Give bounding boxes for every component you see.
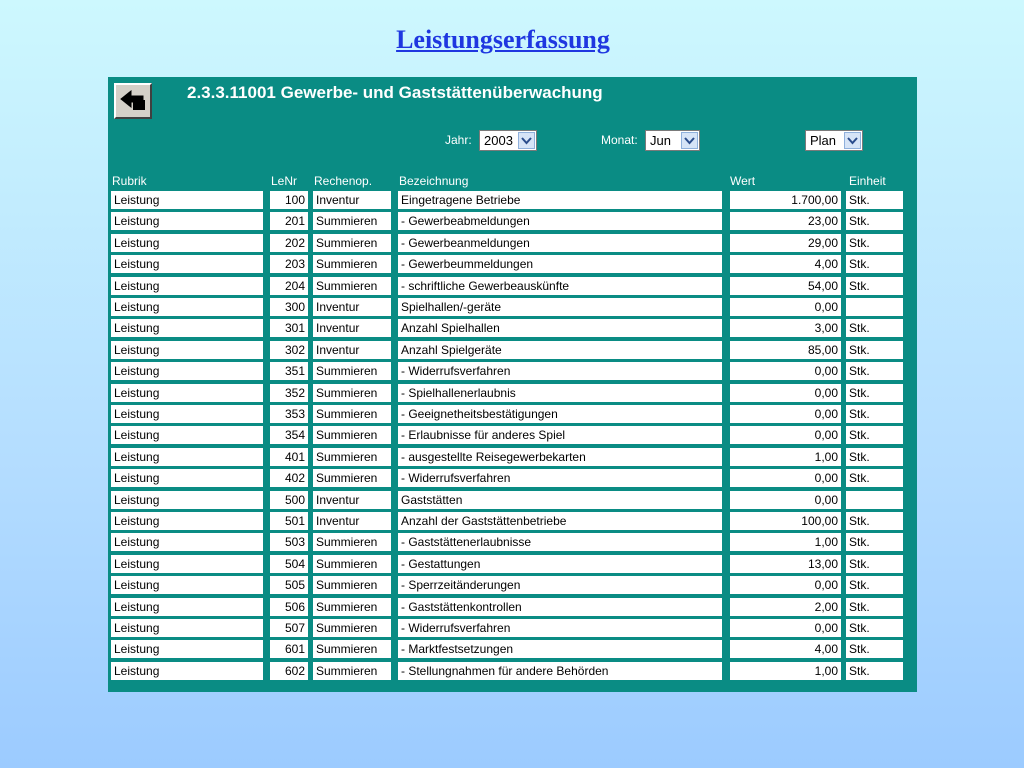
bezeichnung-field[interactable]: - Gestattungen [398, 555, 722, 573]
lenr-field[interactable]: 100 [270, 191, 308, 209]
lenr-field[interactable]: 301 [270, 319, 308, 337]
rechenop-field[interactable]: Summieren [313, 212, 391, 230]
rubrik-field[interactable]: Leistung [111, 234, 263, 252]
einheit-field[interactable]: Stk. [846, 234, 903, 252]
bezeichnung-field[interactable]: Anzahl der Gaststättenbetriebe [398, 512, 722, 530]
monat-label: Monat: [601, 133, 638, 147]
rechenop-field[interactable]: Inventur [313, 298, 391, 316]
rechenop-field[interactable]: Summieren [313, 448, 391, 466]
bezeichnung-field[interactable]: - schriftliche Gewerbeauskünfte [398, 277, 722, 295]
bezeichnung-field[interactable]: - Sperrzeitänderungen [398, 576, 722, 594]
rubrik-field[interactable]: Leistung [111, 512, 263, 530]
rechenop-field[interactable]: Inventur [313, 512, 391, 530]
wert-field[interactable]: 0,00 [730, 469, 841, 487]
einheit-field[interactable]: Stk. [846, 533, 903, 551]
wert-field[interactable]: 0,00 [730, 405, 841, 423]
wert-field[interactable]: 13,00 [730, 555, 841, 573]
rubrik-field[interactable]: Leistung [111, 576, 263, 594]
header-einheit: Einheit [849, 174, 886, 188]
monat-value: Jun [650, 133, 671, 148]
jahr-label: Jahr: [445, 133, 472, 147]
rubrik-field[interactable]: Leistung [111, 191, 263, 209]
rechenop-field[interactable]: Summieren [313, 405, 391, 423]
header-bezeichnung: Bezeichnung [399, 174, 469, 188]
rubrik-field[interactable]: Leistung [111, 662, 263, 680]
bezeichnung-field[interactable]: Gaststätten [398, 491, 722, 509]
wert-field[interactable]: 0,00 [730, 298, 841, 316]
einheit-field[interactable]: Stk. [846, 362, 903, 380]
rechenop-field[interactable]: Summieren [313, 234, 391, 252]
rubrik-field[interactable]: Leistung [111, 555, 263, 573]
bezeichnung-field[interactable]: - Widerrufsverfahren [398, 362, 722, 380]
bezeichnung-field[interactable]: - Gaststättenerlaubnisse [398, 533, 722, 551]
wert-field[interactable]: 1.700,00 [730, 191, 841, 209]
einheit-field[interactable]: Stk. [846, 619, 903, 637]
chevron-down-icon [681, 132, 698, 149]
rubrik-field[interactable]: Leistung [111, 533, 263, 551]
header-wert: Wert [730, 174, 756, 188]
wert-field[interactable]: 0,00 [730, 491, 841, 509]
einheit-field[interactable] [846, 298, 903, 316]
bezeichnung-field[interactable]: - Widerrufsverfahren [398, 469, 722, 487]
rechenop-field[interactable]: Summieren [313, 555, 391, 573]
wert-field[interactable]: 85,00 [730, 341, 841, 359]
einheit-field[interactable]: Stk. [846, 640, 903, 658]
einheit-field[interactable]: Stk. [846, 576, 903, 594]
bezeichnung-field[interactable]: Spielhallen/-geräte [398, 298, 722, 316]
lenr-field[interactable]: 401 [270, 448, 308, 466]
lenr-field[interactable]: 202 [270, 234, 308, 252]
rechenop-field[interactable]: Summieren [313, 619, 391, 637]
lenr-field[interactable]: 507 [270, 619, 308, 637]
lenr-field[interactable]: 352 [270, 384, 308, 402]
rechenop-field[interactable]: Summieren [313, 384, 391, 402]
bezeichnung-field[interactable]: Anzahl Spielhallen [398, 319, 722, 337]
rechenop-field[interactable]: Summieren [313, 277, 391, 295]
rechenop-field[interactable]: Inventur [313, 341, 391, 359]
bezeichnung-field[interactable]: - Widerrufsverfahren [398, 619, 722, 637]
rechenop-field[interactable]: Inventur [313, 491, 391, 509]
bezeichnung-field[interactable]: - Gewerbeabmeldungen [398, 212, 722, 230]
lenr-field[interactable]: 601 [270, 640, 308, 658]
bezeichnung-field[interactable]: - Gaststättenkontrollen [398, 598, 722, 616]
bezeichnung-field[interactable]: - Geeignetheitsbestätigungen [398, 405, 722, 423]
rechenop-field[interactable]: Inventur [313, 319, 391, 337]
rubrik-field[interactable]: Leistung [111, 619, 263, 637]
wert-field[interactable]: 2,00 [730, 598, 841, 616]
lenr-field[interactable]: 500 [270, 491, 308, 509]
bezeichnung-field[interactable]: - Gewerbeanmeldungen [398, 234, 722, 252]
bezeichnung-field[interactable]: - Gewerbeummeldungen [398, 255, 722, 273]
form-panel [108, 77, 917, 692]
bezeichnung-field[interactable]: Anzahl Spielgeräte [398, 341, 722, 359]
rubrik-field[interactable]: Leistung [111, 384, 263, 402]
bezeichnung-field[interactable]: Eingetragene Betriebe [398, 191, 722, 209]
bezeichnung-field[interactable]: - Marktfestsetzungen [398, 640, 722, 658]
back-button[interactable] [114, 83, 152, 119]
einheit-field[interactable]: Stk. [846, 555, 903, 573]
einheit-field[interactable]: Stk. [846, 319, 903, 337]
wert-field[interactable]: 0,00 [730, 362, 841, 380]
rechenop-field[interactable]: Summieren [313, 255, 391, 273]
lenr-field[interactable]: 505 [270, 576, 308, 594]
rechenop-field[interactable]: Summieren [313, 426, 391, 444]
rubrik-field[interactable]: Leistung [111, 298, 263, 316]
rechenop-field[interactable]: Summieren [313, 576, 391, 594]
einheit-field[interactable]: Stk. [846, 448, 903, 466]
einheit-field[interactable]: Stk. [846, 191, 903, 209]
rechenop-field[interactable]: Summieren [313, 362, 391, 380]
chevron-down-icon [844, 132, 861, 149]
rubrik-field[interactable]: Leistung [111, 405, 263, 423]
lenr-field[interactable]: 302 [270, 341, 308, 359]
rechenop-field[interactable]: Inventur [313, 191, 391, 209]
einheit-field[interactable] [846, 491, 903, 509]
rechenop-field[interactable]: Summieren [313, 469, 391, 487]
lenr-field[interactable]: 204 [270, 277, 308, 295]
einheit-field[interactable]: Stk. [846, 426, 903, 444]
wert-field[interactable]: 4,00 [730, 640, 841, 658]
monat-select[interactable] [645, 130, 700, 151]
header-rubrik: Rubrik [112, 174, 147, 188]
wert-field[interactable]: 29,00 [730, 234, 841, 252]
lenr-field[interactable]: 602 [270, 662, 308, 680]
rubrik-field[interactable]: Leistung [111, 640, 263, 658]
header-rechenop: Rechenop. [314, 174, 373, 188]
lenr-field[interactable]: 300 [270, 298, 308, 316]
back-arrow-icon [119, 89, 147, 113]
bezeichnung-field[interactable]: - Stellungnahmen für andere Behörden [398, 662, 722, 680]
rechenop-field[interactable]: Summieren [313, 533, 391, 551]
einheit-field[interactable]: Stk. [846, 405, 903, 423]
lenr-field[interactable]: 353 [270, 405, 308, 423]
bezeichnung-field[interactable]: - Erlaubnisse für anderes Spiel [398, 426, 722, 444]
plan-value: Plan [810, 133, 837, 148]
rechenop-field[interactable]: Summieren [313, 640, 391, 658]
lenr-field[interactable]: 354 [270, 426, 308, 444]
rubrik-field[interactable]: Leistung [111, 319, 263, 337]
rubrik-field[interactable]: Leistung [111, 362, 263, 380]
wert-field[interactable]: 3,00 [730, 319, 841, 337]
rubrik-field[interactable]: Leistung [111, 341, 263, 359]
lenr-field[interactable]: 402 [270, 469, 308, 487]
rubrik-field[interactable]: Leistung [111, 277, 263, 295]
rubrik-field[interactable]: Leistung [111, 255, 263, 273]
page-title[interactable]: Leistungserfassung [396, 25, 610, 54]
einheit-field[interactable]: Stk. [846, 662, 903, 680]
jahr-select[interactable] [479, 130, 537, 151]
rubrik-field[interactable]: Leistung [111, 448, 263, 466]
einheit-field[interactable]: Stk. [846, 598, 903, 616]
jahr-value: 2003 [484, 133, 513, 148]
rubrik-field[interactable]: Leistung [111, 491, 263, 509]
lenr-field[interactable]: 201 [270, 212, 308, 230]
einheit-field[interactable]: Stk. [846, 255, 903, 273]
wert-field[interactable]: 100,00 [730, 512, 841, 530]
wert-field[interactable]: 0,00 [730, 619, 841, 637]
einheit-field[interactable]: Stk. [846, 512, 903, 530]
plan-select[interactable] [805, 130, 863, 151]
einheit-field[interactable]: Stk. [846, 469, 903, 487]
einheit-field[interactable]: Stk. [846, 341, 903, 359]
lenr-field[interactable]: 504 [270, 555, 308, 573]
header-lenr: LeNr [271, 174, 298, 188]
chevron-down-icon [518, 132, 535, 149]
bezeichnung-field[interactable]: - ausgestellte Reisegewerbekarten [398, 448, 722, 466]
wert-field[interactable]: 23,00 [730, 212, 841, 230]
bezeichnung-field[interactable]: - Spielhallenerlaubnis [398, 384, 722, 402]
wert-field[interactable]: 4,00 [730, 255, 841, 273]
wert-field[interactable]: 1,00 [730, 662, 841, 680]
lenr-field[interactable]: 506 [270, 598, 308, 616]
rubrik-field[interactable]: Leistung [111, 212, 263, 230]
wert-field[interactable]: 0,00 [730, 384, 841, 402]
einheit-field[interactable]: Stk. [846, 384, 903, 402]
lenr-field[interactable]: 503 [270, 533, 308, 551]
rechenop-field[interactable]: Summieren [313, 662, 391, 680]
wert-field[interactable]: 54,00 [730, 277, 841, 295]
rubrik-field[interactable]: Leistung [111, 426, 263, 444]
wert-field[interactable]: 1,00 [730, 533, 841, 551]
einheit-field[interactable]: Stk. [846, 277, 903, 295]
wert-field[interactable]: 1,00 [730, 448, 841, 466]
einheit-field[interactable]: Stk. [846, 212, 903, 230]
lenr-field[interactable]: 501 [270, 512, 308, 530]
wert-field[interactable]: 0,00 [730, 576, 841, 594]
rubrik-field[interactable]: Leistung [111, 469, 263, 487]
lenr-field[interactable]: 351 [270, 362, 308, 380]
rechenop-field[interactable]: Summieren [313, 598, 391, 616]
lenr-field[interactable]: 203 [270, 255, 308, 273]
wert-field[interactable]: 0,00 [730, 426, 841, 444]
rubrik-field[interactable]: Leistung [111, 598, 263, 616]
panel-title: 2.3.3.11001 Gewerbe- und Gaststättenüberwachung [187, 83, 603, 102]
